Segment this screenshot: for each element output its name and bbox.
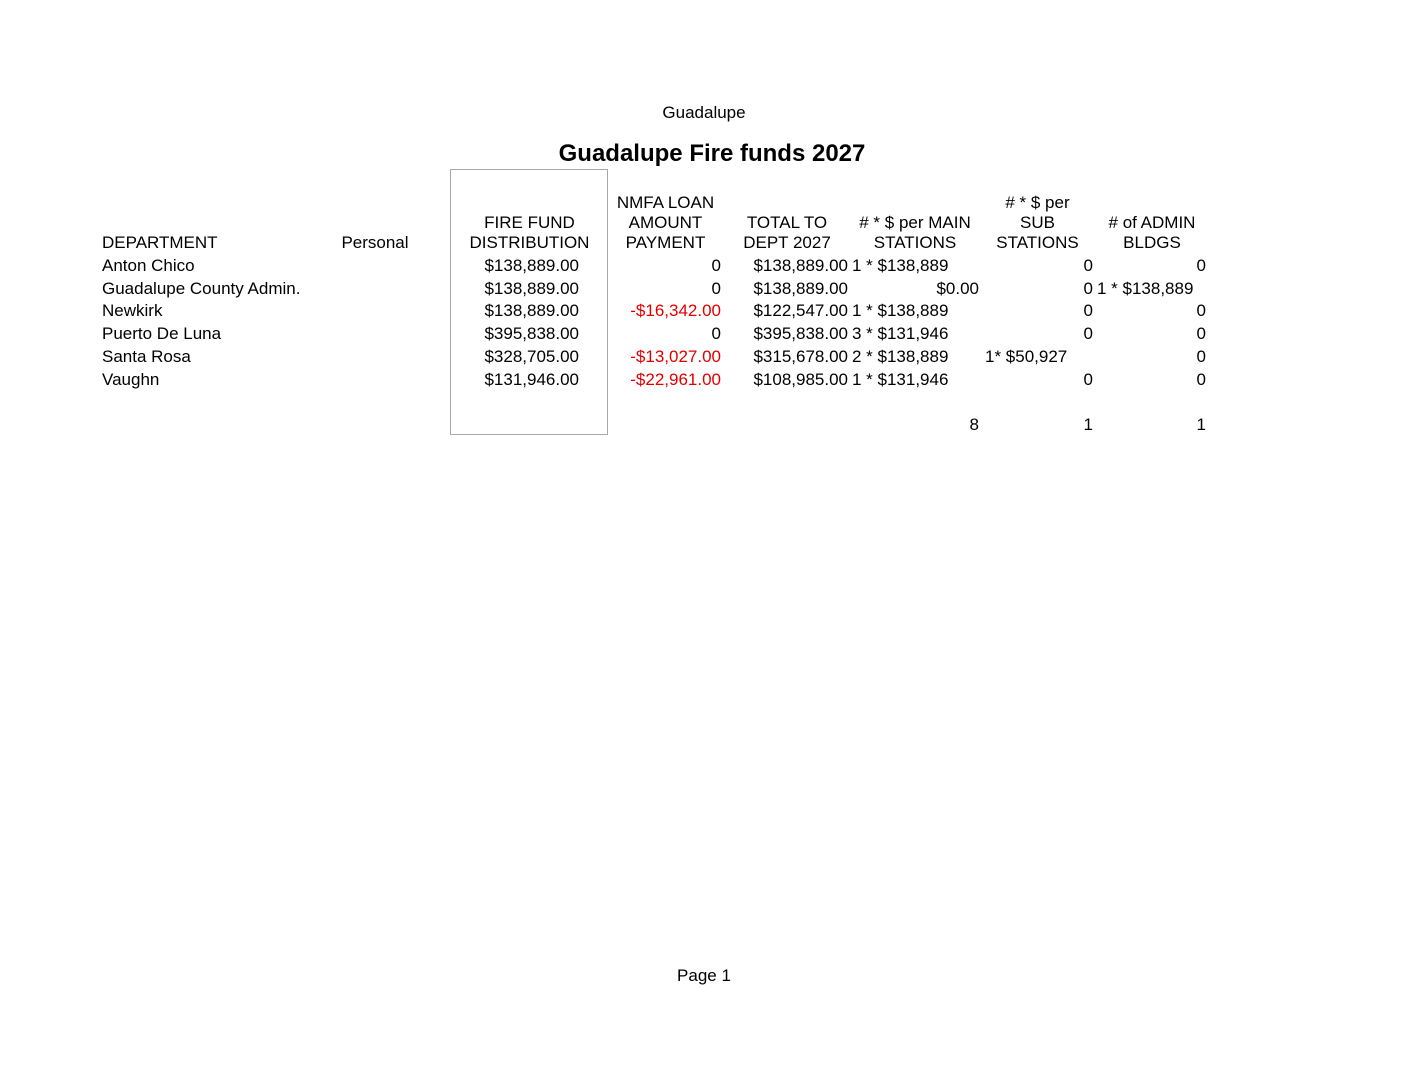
cell-nmfa: -$16,342.00	[630, 301, 721, 320]
column-header-department	[102, 193, 332, 253]
cell-fire: $138,889.00	[484, 301, 579, 320]
column-header-line: AMOUNT	[628, 213, 703, 232]
cell-total: $315,678.00	[753, 347, 848, 366]
total-sub: 1	[1083, 415, 1093, 434]
column-header-fire-fund	[452, 193, 607, 253]
cell-total: $138,889.00	[753, 256, 848, 275]
column-header-line: Personal	[341, 233, 409, 252]
cell-fire: $131,946.00	[484, 370, 579, 389]
cell-dept: Santa Rosa	[102, 347, 191, 366]
page-title: Guadalupe Fire funds 2027	[558, 140, 866, 167]
cell-main: 1 * $138,889	[852, 256, 949, 275]
cell-fire: $138,889.00	[484, 256, 579, 275]
cell-main: 1 * $131,946	[852, 370, 949, 389]
column-header-line: PAYMENT	[625, 233, 706, 252]
column-header-line: TOTAL TO	[746, 213, 828, 232]
column-header-line: # * $ per MAIN	[859, 213, 971, 232]
cell-fire: $328,705.00	[484, 347, 579, 366]
cell-admin: 0	[1196, 370, 1206, 389]
column-header-total	[728, 193, 846, 253]
cell-sub: 1* $50,927	[985, 347, 1068, 366]
total-admin: 1	[1196, 415, 1206, 434]
column-header-line: FIRE FUND	[484, 213, 575, 232]
cell-total: $122,547.00	[753, 301, 848, 320]
cell-total: $138,889.00	[753, 279, 848, 298]
cell-sub: 0	[1083, 324, 1093, 343]
cell-dept: Vaughn	[102, 370, 160, 389]
cell-admin: 0	[1196, 324, 1206, 343]
cell-admin: 0	[1196, 347, 1206, 366]
cell-dept: Newkirk	[102, 301, 163, 320]
cell-sub: 0	[1083, 256, 1093, 275]
cell-dept: Anton Chico	[102, 256, 195, 275]
total-main: 8	[969, 415, 979, 434]
column-header-nmfa	[608, 193, 723, 253]
cell-nmfa: 0	[711, 279, 721, 298]
page-number: Page 1	[677, 966, 731, 985]
cell-nmfa: -$22,961.00	[630, 370, 721, 389]
column-header-line: STATIONS	[996, 233, 1079, 252]
cell-main: 3 * $131,946	[852, 324, 949, 343]
column-header-line: STATIONS	[873, 233, 957, 252]
column-header-line: BLDGS	[1123, 233, 1181, 252]
column-header-line: # * $ per	[1005, 193, 1070, 212]
cell-nmfa: 0	[711, 324, 721, 343]
column-header-admin	[1098, 193, 1206, 253]
column-header-line: DISTRIBUTION	[469, 233, 590, 252]
column-header-personal	[320, 193, 430, 253]
column-header-sub	[985, 193, 1090, 253]
cell-admin: 0	[1196, 256, 1206, 275]
cell-main: $0.00	[936, 279, 979, 298]
cell-dept: Guadalupe County Admin.	[102, 279, 301, 298]
cell-fire: $138,889.00	[484, 279, 579, 298]
column-header-line: DEPT 2027	[743, 233, 831, 252]
cell-sub: 0	[1083, 370, 1093, 389]
cell-sub: 0	[1083, 279, 1093, 298]
cell-main: 1 * $138,889	[852, 301, 949, 320]
cell-admin: 0	[1196, 301, 1206, 320]
county-name: Guadalupe	[662, 103, 746, 122]
column-header-main	[850, 193, 980, 253]
cell-dept: Puerto De Luna	[102, 324, 222, 343]
column-header-line: NMFA LOAN	[616, 193, 715, 212]
column-header-line: DEPARTMENT	[102, 233, 218, 252]
cell-sub: 0	[1083, 301, 1093, 320]
cell-total: $108,985.00	[753, 370, 848, 389]
cell-nmfa: 0	[711, 256, 721, 275]
cell-nmfa: -$13,027.00	[630, 347, 721, 366]
cell-admin: 1 * $138,889	[1097, 279, 1194, 298]
column-header-line: # of ADMIN	[1108, 213, 1196, 232]
cell-fire: $395,838.00	[484, 324, 579, 343]
cell-total: $395,838.00	[753, 324, 848, 343]
cell-main: 2 * $138,889	[852, 347, 949, 366]
column-header-line: SUB	[1020, 213, 1055, 232]
